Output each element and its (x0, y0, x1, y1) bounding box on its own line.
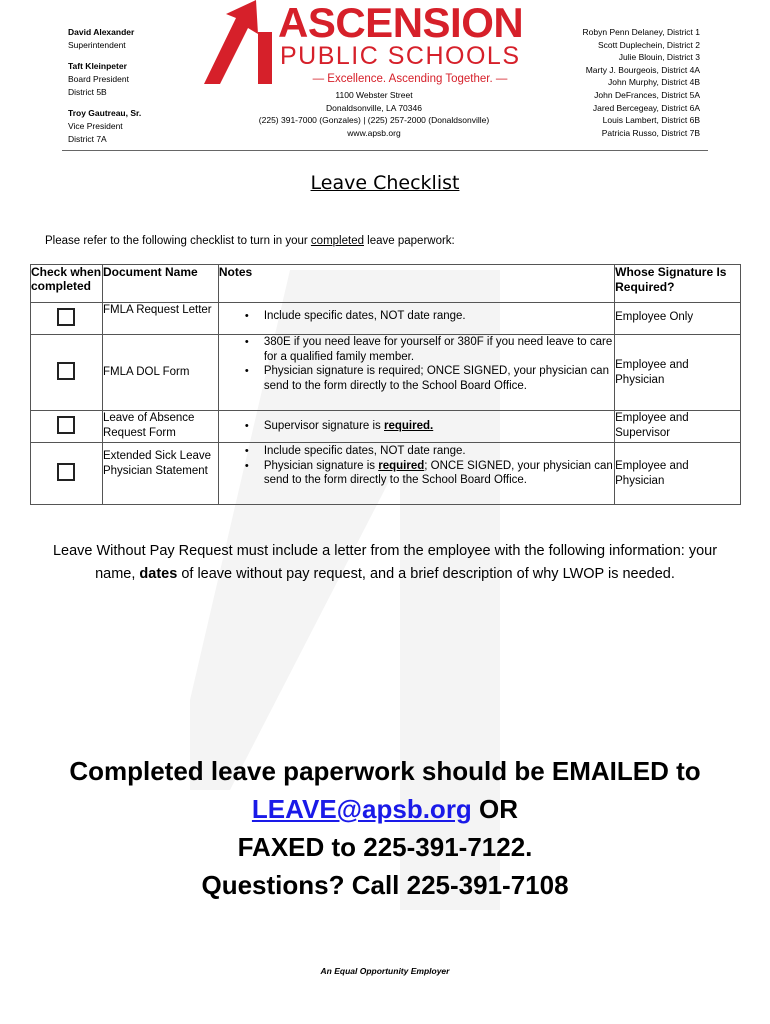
board-member: John Murphy, District 4B (608, 77, 700, 88)
officer-1 (68, 26, 141, 52)
intro-text (45, 235, 455, 247)
checkbox[interactable] (57, 463, 75, 481)
board-member: Patricia Russo, District 7B (601, 127, 700, 138)
arrow-logo-icon (200, 0, 280, 86)
intro-before: Please refer to the following checklist to turn in your (45, 235, 311, 247)
note-item: • Include specific dates, NOT date range. (264, 444, 614, 459)
note-item (264, 419, 614, 434)
board-member: Julie Blouin, District 3 (618, 52, 700, 63)
submission-instructions (20, 752, 750, 904)
check-cell (31, 411, 103, 443)
note-item: • Physician signature is required; ONCE SIGNED, your physician can send to the form directly to the School Board Office. (264, 364, 614, 393)
page-title: Leave Checklist (310, 172, 460, 194)
notes-cell (218, 411, 614, 443)
officer-name: Troy Gautreau, Sr. (68, 108, 142, 118)
officer-role: Superintendent (68, 40, 126, 50)
intro-after: leave paperwork: (363, 235, 455, 247)
submission-line-2 (20, 790, 750, 828)
header-document: Document Name (102, 265, 218, 303)
note-emphasis: required (378, 459, 425, 472)
document-name: FMLA DOL Form (102, 335, 218, 411)
school-address (200, 89, 548, 139)
signature-required: Employee and Physician (615, 335, 741, 411)
submission-fax: FAXED to 225-391-7122. (237, 832, 533, 862)
email-link[interactable]: LEAVE@apsb.org (251, 794, 472, 824)
intro-underlined: completed (310, 235, 364, 247)
table-row (31, 335, 741, 411)
note-text: Physician signature is (263, 459, 379, 472)
table-header-row (31, 265, 741, 303)
board-member: Louis Lambert, District 6B (602, 115, 700, 126)
officer-district: District 7A (68, 134, 107, 144)
address-web[interactable]: www.apsb.org (347, 127, 401, 138)
officer-name: David Alexander (68, 27, 135, 37)
note-item: • 380E if you need leave for yourself or 380F if you need leave to care for a qualified family member. (264, 335, 614, 364)
logo-name: ASCENSION (278, 0, 524, 46)
header-divider (62, 150, 708, 151)
officer-3 (68, 107, 141, 146)
checkbox[interactable] (57, 362, 75, 380)
logo-subtitle: PUBLIC SCHOOLS (280, 42, 521, 70)
lwop-text: Leave Without Pay Request must include a letter from the employee with the following information: your name, (52, 543, 718, 582)
check-cell (31, 303, 103, 335)
table-row (31, 443, 741, 505)
board-member: John DeFrances, District 5A (594, 89, 700, 100)
checkbox[interactable] (57, 416, 75, 434)
leave-checklist-table (30, 264, 741, 505)
notes-cell (218, 303, 614, 335)
checkbox[interactable] (57, 308, 75, 326)
notes-cell (218, 335, 614, 411)
signature-required: Employee and Supervisor (615, 411, 741, 443)
notes-cell (218, 443, 614, 505)
document-name: Leave of Absence Request Form (102, 411, 218, 443)
board-member: Marty J. Bourgeois, District 4A (585, 64, 700, 75)
submission-line-1: Completed leave paperwork should be EMAILED to (69, 756, 701, 786)
lwop-text: of leave without pay request, and a brief description of why LWOP is needed. (177, 566, 675, 582)
logo-tagline: — Excellence. Ascending Together. — (312, 73, 508, 85)
address-city: Donaldsonville, LA 70346 (326, 102, 422, 113)
footer-eoe: An Equal Opportunity Employer (320, 966, 450, 976)
header-notes: Notes (218, 265, 614, 303)
board-member: Robyn Penn Delaney, District 1 (582, 27, 700, 37)
school-logo (200, 0, 540, 90)
signature-required: Employee and Physician (615, 443, 741, 505)
document-name: Extended Sick Leave Physician Statement (102, 443, 218, 505)
submission-or: OR (471, 794, 519, 824)
lwop-instructions (45, 540, 725, 586)
signature-required: Employee Only (615, 303, 741, 335)
document-name: FMLA Request Letter (102, 303, 218, 335)
check-cell (31, 335, 103, 411)
officer-role: Vice President (68, 121, 123, 131)
header-check: Check when completed (31, 265, 103, 303)
submission-phone: Questions? Call 225-391-7108 (201, 870, 569, 900)
board-member: Scott Duplechein, District 2 (597, 39, 700, 50)
officer-role: Board President (68, 74, 129, 84)
board-members-list (583, 26, 700, 139)
note-text: Supervisor signature is (263, 420, 384, 433)
table-row (31, 303, 741, 335)
note-item (264, 459, 614, 488)
table-row (31, 411, 741, 443)
lwop-bold: dates (139, 566, 178, 582)
officer-district: District 5B (68, 87, 107, 97)
officer-2 (68, 60, 141, 99)
address-phones: (225) 391-7000 (Gonzales) | (225) 257-2000 (Donaldsonville) (258, 115, 490, 125)
address-street: 1100 Webster Street (335, 90, 413, 100)
check-cell (31, 443, 103, 505)
officers-list (68, 26, 141, 154)
officer-name: Taft Kleinpeter (68, 61, 127, 71)
note-emphasis: required. (384, 420, 434, 433)
board-member: Jared Bercegeay, District 6A (592, 102, 700, 113)
note-text: ; ONCE SIGNED, your physician can send to the form directly to the School Board Office. (263, 459, 613, 486)
header-signature: Whose Signature Is Required? (615, 265, 741, 303)
note-item: • Include specific dates, NOT date range. (264, 309, 614, 324)
